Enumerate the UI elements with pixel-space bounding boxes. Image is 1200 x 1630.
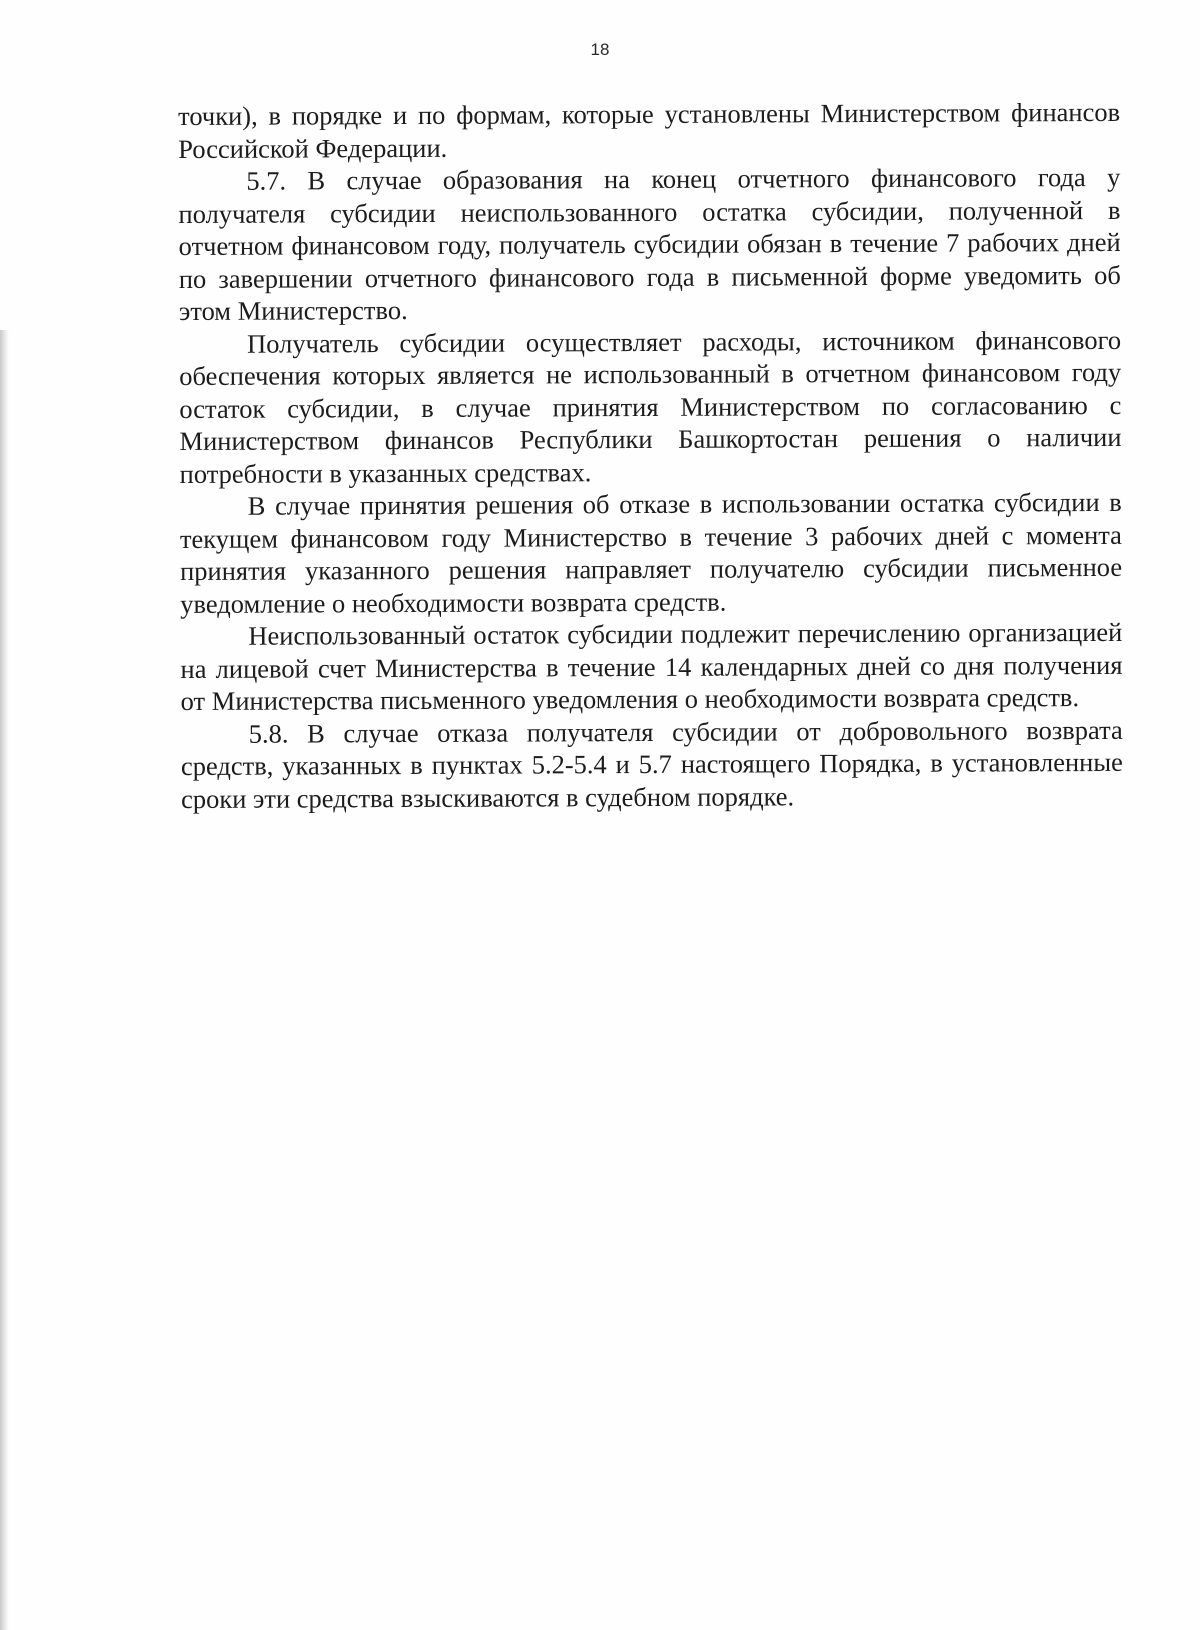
paragraph-5-7: 5.7. В случае образования на конец отчетного финансового года у получателя субсидии неиспользованного остатка субсидии, полученной в отчетном финансовом году, получатель субсидии обязан в течение 7 рабочих дней по завершении отчетного финансового года в письменной форме уведомить об этом Министерство. xyxy=(178,161,1121,326)
page-number: 18 xyxy=(590,40,610,59)
paragraph-continuation: точки), в порядке и по формам, которые установлены Министерством финансов Российской Федерации. xyxy=(178,96,1121,164)
scan-shadow-edge xyxy=(0,330,9,1630)
document-body xyxy=(178,96,1123,815)
paragraph-expenses: Получатель субсидии осуществляет расходы, источником финансового обеспечения которых является не использованный в отчетном финансовом году остаток субсидии, в случае принятия Министерством по согласованию с Министерством финансов Республики Башкортостан решения о наличии потребности в указанных средствах. xyxy=(179,324,1122,489)
paragraph-5-8: 5.8. В случае отказа получателя субсидии от добровольного возврата средств, указанных в пунктах 5.2-5.4 и 5.7 настоящего Порядка, в установленные сроки эти средства взыскиваются в судебном порядке. xyxy=(180,714,1123,814)
paragraph-unused-balance-transfer: Неиспользованный остаток субсидии подлежит перечислению организацией на лицевой счет Министерства в течение 14 календарных дней со дня получения от Министерства письменного уведомления о необходимости возврата средств. xyxy=(180,616,1123,716)
paragraph-refusal-decision: В случае принятия решения об отказе в использовании остатка субсидии в текущем финансовом году Министерство в течение 3 рабочих дней с момента принятия указанного решения направляет получателю субсидии письменное уведомление о необходимости возврата средств. xyxy=(179,486,1123,619)
